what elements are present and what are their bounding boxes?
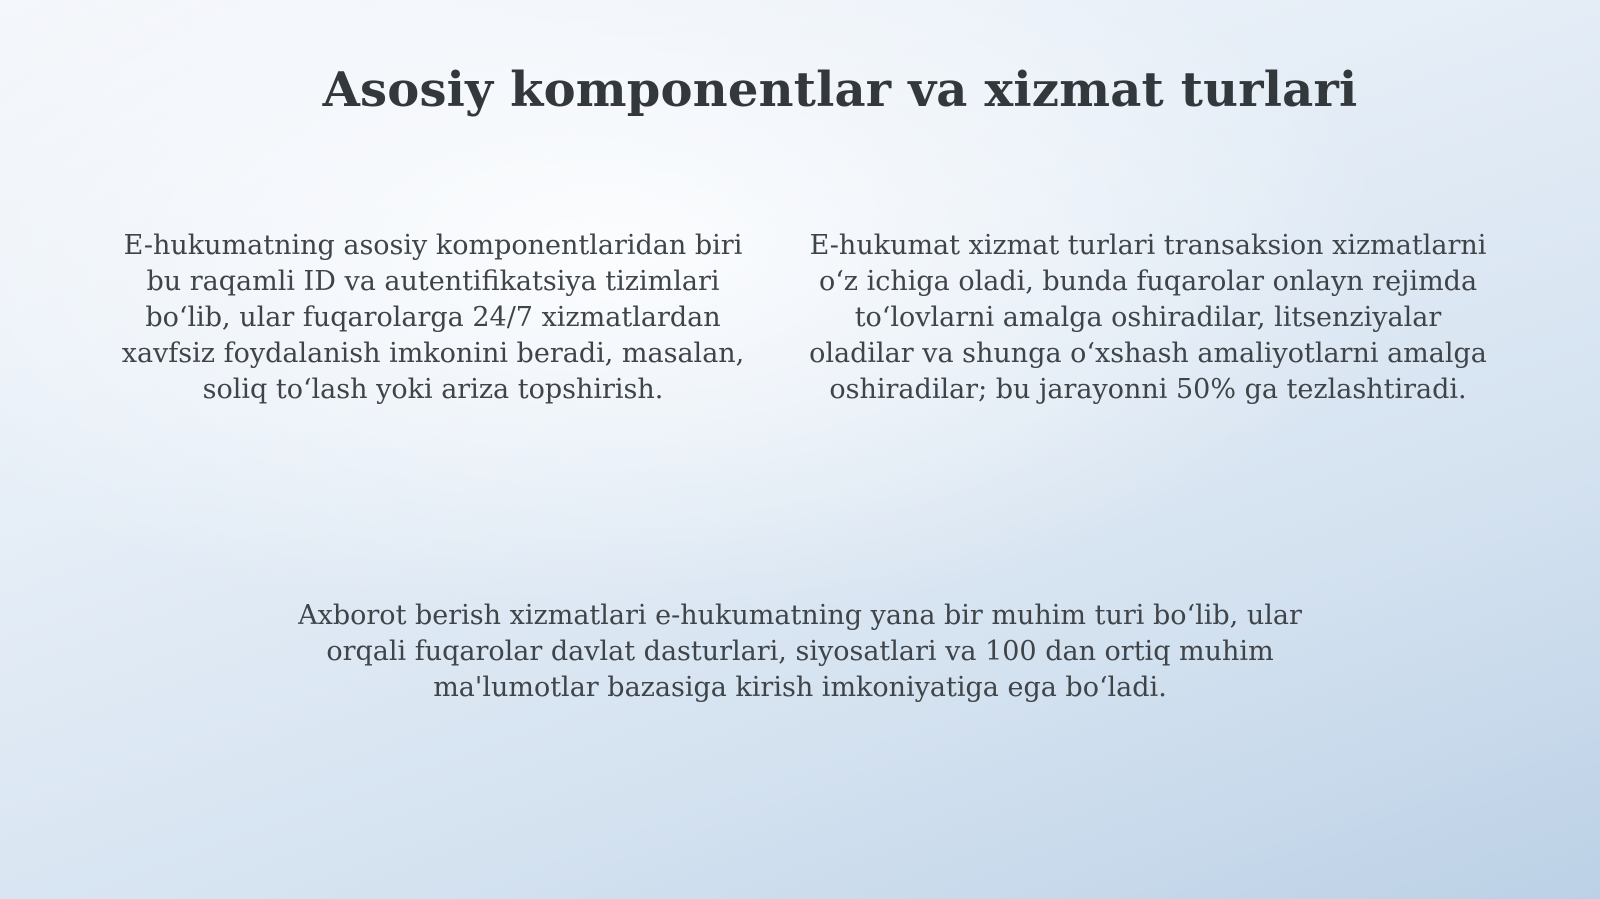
slide-title: Asosiy komponentlar va xizmat turlari <box>322 62 1358 118</box>
paragraph-transaction-services: E-hukumat xizmat turlari transaksion xizmatlarni o‘z ichiga oladi, bunda fuqarolar onlayn rejimda to‘lovlarni amalga oshiradilar, litsenziyalar oladilar va shunga o‘xshash amaliyotlarni amalga oshiradilar; bu jarayonni 50% ga tezlashtiradi. <box>809 230 1487 405</box>
paragraph-digital-id: E-hukumatning asosiy komponentlaridan biri bu raqamli ID va autentifikatsiya tizimlari bo‘lib, ular fuqarolarga 24/7 xizmatlardan xavfsiz foydalanish imkonini beradi, masalan, soliq to‘lash yoki ariza topshirish. <box>121 230 745 405</box>
paragraph-information-services: Axborot berish xizmatlari e-hukumatning yana bir muhim turi bo‘lib, ular orqali fuqarolar davlat dasturlari, siyosatlari va 100 dan ortiq muhim ma'lumotlar bazasiga kirish imkoniyatiga ega bo‘ladi. <box>298 600 1302 703</box>
